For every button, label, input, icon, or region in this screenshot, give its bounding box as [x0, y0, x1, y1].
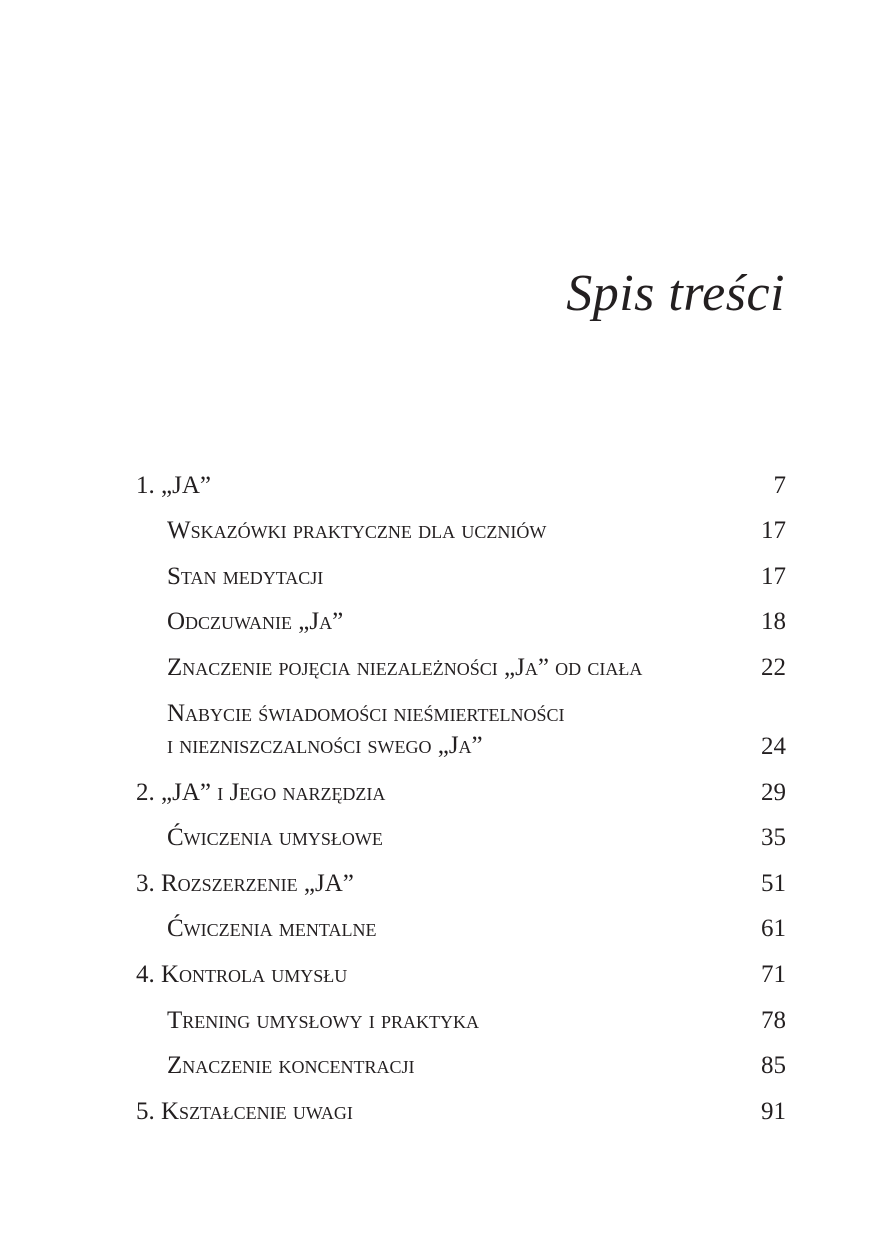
toc-entry[interactable]	[136, 683, 786, 762]
toc-entry-page: 85	[761, 1052, 786, 1080]
toc-entry-label: 4. Kontrola umysłu	[136, 960, 348, 988]
toc-entry[interactable]	[136, 899, 786, 945]
toc-entry-page: 29	[761, 778, 786, 806]
toc-entry-label: Ćwiczenia umysłowe	[167, 824, 383, 852]
toc-entry-page: 35	[761, 824, 786, 852]
toc-entry[interactable]	[136, 455, 786, 501]
toc-entry-page: 51	[761, 869, 786, 897]
toc-entry-page: 24	[761, 732, 786, 760]
toc-entry-label: 3. Rozszerzenie „JA”	[136, 869, 354, 897]
toc-entry[interactable]	[136, 1036, 786, 1082]
toc-entry-label: 1. „JA”	[136, 471, 211, 499]
toc-entry-page: 61	[761, 915, 786, 943]
toc-entry-label: Trening umysłowy i praktyka	[167, 1006, 480, 1034]
toc-entry-page: 17	[761, 562, 786, 590]
toc-entry[interactable]	[136, 592, 786, 638]
toc-entry-label: Odczuwanie „Ja”	[167, 608, 344, 636]
toc-entry-page: 18	[761, 608, 786, 636]
toc-entry[interactable]	[136, 1081, 786, 1127]
toc-entry-label: Stan medytacji	[167, 562, 324, 590]
toc-entry-label: Znaczenie koncentracji	[167, 1052, 415, 1080]
toc-entry-page: 7	[773, 471, 786, 499]
toc-entry-page: 71	[761, 960, 786, 988]
toc-entry-label: 5. Kształcenie uwagi	[136, 1097, 353, 1125]
toc-entry[interactable]	[136, 762, 786, 808]
toc-entry[interactable]	[136, 501, 786, 547]
toc-entry[interactable]	[136, 546, 786, 592]
toc-entry[interactable]	[136, 637, 786, 683]
toc-entry[interactable]	[136, 808, 786, 854]
page-title: Spis treści	[566, 265, 785, 322]
toc-entry-label: 2. „JA” i Jego narzędzia	[136, 778, 386, 806]
toc-entry-page: 78	[761, 1006, 786, 1034]
toc-entry[interactable]	[136, 990, 786, 1036]
toc-entry-page: 22	[761, 653, 786, 681]
toc-entry-label: Wskazówki praktyczne dla uczniów	[167, 517, 547, 545]
toc-entry-page: 91	[761, 1097, 786, 1125]
toc-entry-label: Znaczenie pojęcia niezależności „Ja” od ciała	[167, 653, 643, 681]
table-of-contents	[136, 455, 786, 1127]
toc-entry-label: Ćwiczenia mentalne	[167, 915, 377, 943]
toc-entry[interactable]	[136, 853, 786, 899]
toc-entry-page: 17	[761, 517, 786, 545]
toc-entry[interactable]	[136, 944, 786, 990]
toc-entry-label: Nabycie świadomości nieśmiertelności i niezniszczalności swego „Ja”	[167, 699, 565, 759]
